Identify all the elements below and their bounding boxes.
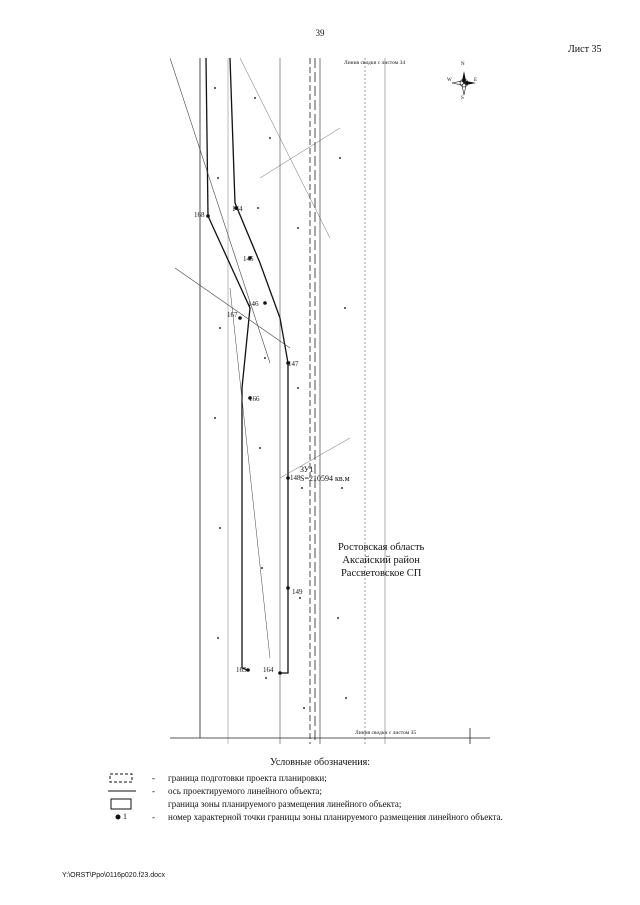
region-line: Ростовская область — [338, 542, 425, 553]
parcel-label — [300, 465, 350, 483]
map-diagonal-3 — [230, 288, 270, 658]
point-label: 145 — [243, 255, 254, 263]
point-label: 146 — [248, 300, 259, 308]
legend-item — [108, 798, 588, 811]
point-label: 147 — [288, 360, 299, 368]
region-line: Аксайский район — [342, 555, 420, 566]
point-icon: 1 — [108, 811, 136, 824]
parcel-id: ЗУ1 — [300, 465, 314, 474]
legend-item: 1 - номер характерной точки границы зоны планируемого размещения линейного объекта. — [108, 811, 588, 824]
map-diagonal-5 — [260, 128, 340, 178]
compass-e: E — [474, 78, 478, 83]
compass-n: N — [461, 62, 465, 67]
point-label: 165 — [236, 666, 247, 674]
compass-rose-icon — [450, 66, 478, 100]
point-label: 149 — [292, 588, 303, 596]
legend-text: ось проектируемого линейного объекта; — [168, 786, 322, 796]
legend-item: - граница подготовки проекта планировки; — [108, 772, 588, 785]
map-diagonal-4 — [240, 58, 330, 238]
legend — [108, 772, 588, 824]
zone-boundary-right — [230, 58, 288, 673]
legend-item: - ось проектируемого линейного объекта; — [108, 785, 588, 798]
point-label: 168 — [194, 211, 205, 219]
compass-s: S — [461, 96, 464, 101]
point-label: 148 — [290, 474, 301, 482]
map-top-note: Линия сводки с листом 34 — [344, 60, 406, 66]
cadastral-map — [170, 58, 490, 744]
axis-line-icon — [108, 785, 136, 798]
point-label: 167 — [227, 311, 238, 319]
legend-text: номер характерной точки границы зоны планируемого размещения линейного объекта. — [168, 812, 503, 822]
legend-text: граница подготовки проекта планировки; — [168, 773, 327, 783]
point-label: 166 — [249, 395, 260, 403]
legend-text: граница зоны планируемого размещения линейного объекта; — [168, 799, 402, 809]
parcel-area: S=210594 кв.м — [300, 474, 350, 483]
file-path-footer: Y:\ORST\Ppo\0116p020.f23.docx — [62, 872, 165, 879]
map-diagonal-2 — [175, 268, 290, 348]
dashed-rect-icon — [108, 772, 136, 785]
map-bottom-note: Линия сводки с листом 35 — [355, 730, 417, 736]
characteristic-points — [206, 206, 290, 675]
map-diagonal-1 — [170, 58, 270, 363]
compass-w: W — [447, 78, 452, 83]
page-number: 39 — [315, 28, 325, 38]
point-label: 144 — [232, 205, 243, 213]
region-line: Рассветовское СП — [340, 568, 422, 579]
region-label — [338, 541, 424, 580]
map-drawing — [170, 58, 490, 744]
solid-rect-icon — [108, 798, 136, 811]
point-label: 164 — [263, 666, 274, 674]
sheet-label: Лист 35 — [568, 44, 602, 55]
legend-title: Условные обозначения: — [269, 757, 370, 768]
